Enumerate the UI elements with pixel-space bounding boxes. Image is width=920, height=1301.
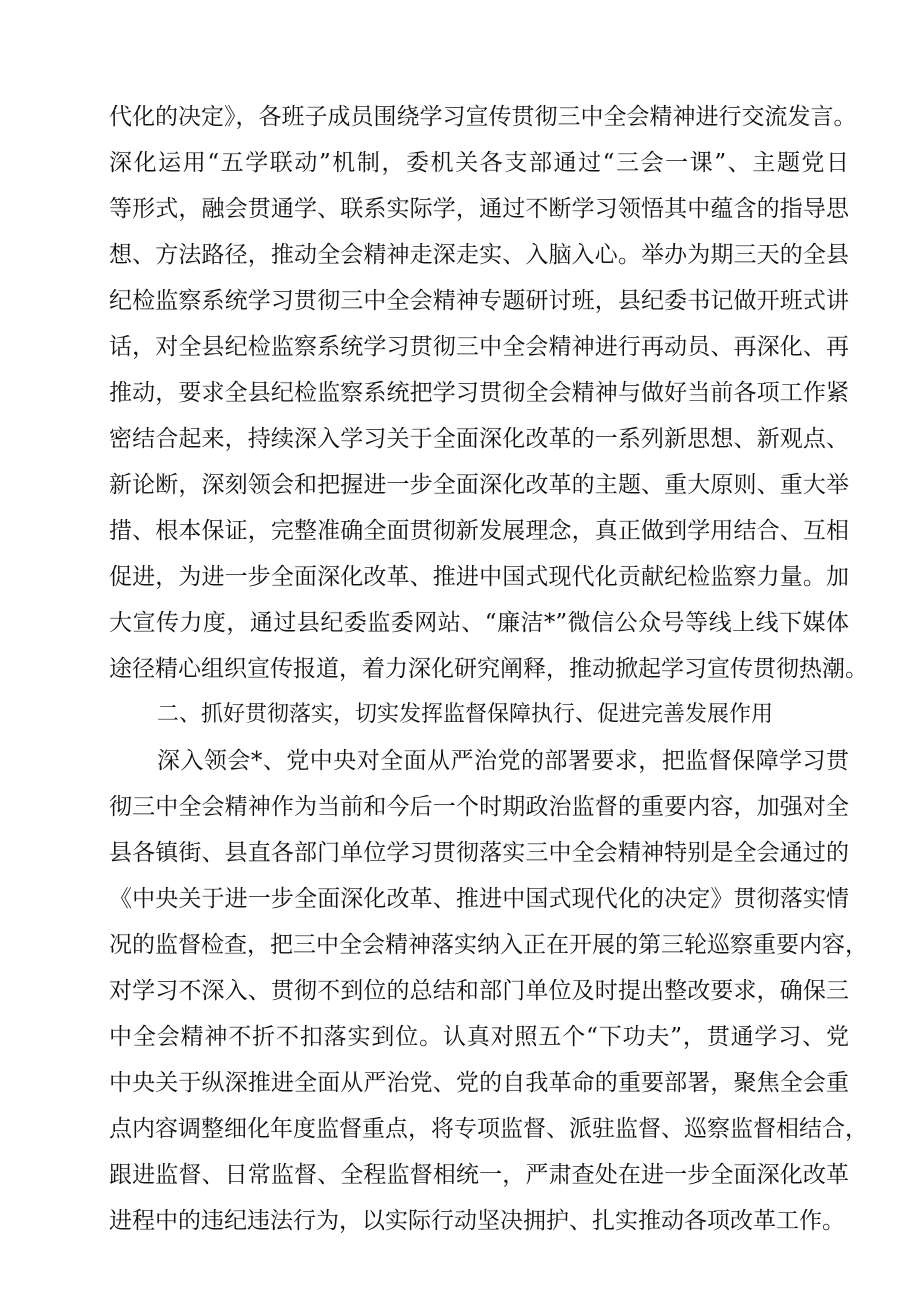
paragraph-1-line-9: 新论断，深刻领会和把握进一步全面深化改革的主题、重大原则、重大举	[109, 472, 849, 498]
paragraph-2-line-7: 中全会精神不折不扣落实到位。认真对照五个“下功夫”，贯通学习、党	[109, 1024, 849, 1050]
paragraph-1-line-8: 密结合起来，持续深入学习关于全面深化改革的一系列新思想、新观点、	[109, 426, 849, 452]
paragraph-2-line-10: 跟进监督、日常监督、全程监督相统一，严肃查处在进一步全面深化改革	[109, 1162, 849, 1188]
paragraph-2-line-2: 彻三中全会精神作为当前和今后一个时期政治监督的重要内容，加强对全	[109, 794, 849, 820]
paragraph-1-line-10: 措、根本保证，完整准确全面贯彻新发展理念，真正做到学用结合、互相	[109, 518, 849, 544]
paragraph-2-line-9: 点内容调整细化年度监督重点，将专项监督、派驻监督、巡察监督相结合，	[109, 1116, 868, 1142]
paragraph-1-line-3: 等形式，融会贯通学、联系实际学，通过不断学习领悟其中蕴含的指导思	[109, 196, 849, 222]
paragraph-1-line-1: 代化的决定》，各班子成员围绕学习宣传贯彻三中全会精神进行交流发言。	[109, 104, 857, 130]
paragraph-1-line-2: 深化运用“五学联动”机制，委机关各支部通过“三会一课”、主题党日	[109, 150, 849, 176]
paragraph-2-line-8: 中央关于纵深推进全面从严治党、党的自我革命的重要部署，聚焦全会重	[109, 1070, 849, 1096]
paragraph-2-line-3: 县各镇街、县直各部门单位学习贯彻落实三中全会精神特别是全会通过的	[109, 840, 849, 866]
paragraph-1-line-7: 推动，要求全县纪检监察系统把学习贯彻全会精神与做好当前各项工作紧	[109, 380, 849, 406]
paragraph-1-line-6: 话，对全县纪检监察系统学习贯彻三中全会精神进行再动员、再深化、再	[109, 334, 849, 360]
paragraph-1-line-12: 大宣传力度，通过县纪委监委网站、“廉洁*”微信公众号等线上线下媒体	[109, 610, 849, 636]
paragraph-1-line-13: 途径精心组织宣传报道，着力深化研究阐释，推动掀起学习宣传贯彻热潮。	[109, 656, 868, 682]
paragraph-2-line-4: 《中央关于进一步全面深化改革、推进中国式现代化的决定》贯彻落实情	[109, 886, 849, 912]
paragraph-2-line-1: 深入领会*、党中央对全面从严治党的部署要求，把监督保障学习贯	[157, 748, 849, 774]
paragraph-2-line-6: 对学习不深入、贯彻不到位的总结和部门单位及时提出整改要求，确保三	[109, 978, 849, 1004]
section-heading-2: 二、抓好贯彻落实，切实发挥监督保障执行、促进完善发展作用	[157, 702, 774, 727]
paragraph-2-line-11: 进程中的违纪违法行为，以实际行动坚决拥护、扎实推动各项改革工作。	[109, 1208, 845, 1234]
paragraph-1-line-11: 促进，为进一步全面深化改革、推进中国式现代化贡献纪检监察力量。加	[109, 564, 849, 590]
paragraph-1-line-4: 想、方法路径，推动全会精神走深走实、入脑入心。举办为期三天的全县	[109, 242, 849, 268]
paragraph-2-line-5: 况的监督检查，把三中全会精神落实纳入正在开展的第三轮巡察重要内容，	[109, 932, 868, 958]
paragraph-1-line-5: 纪检监察系统学习贯彻三中全会精神专题研讨班，县纪委书记做开班式讲	[109, 288, 849, 314]
